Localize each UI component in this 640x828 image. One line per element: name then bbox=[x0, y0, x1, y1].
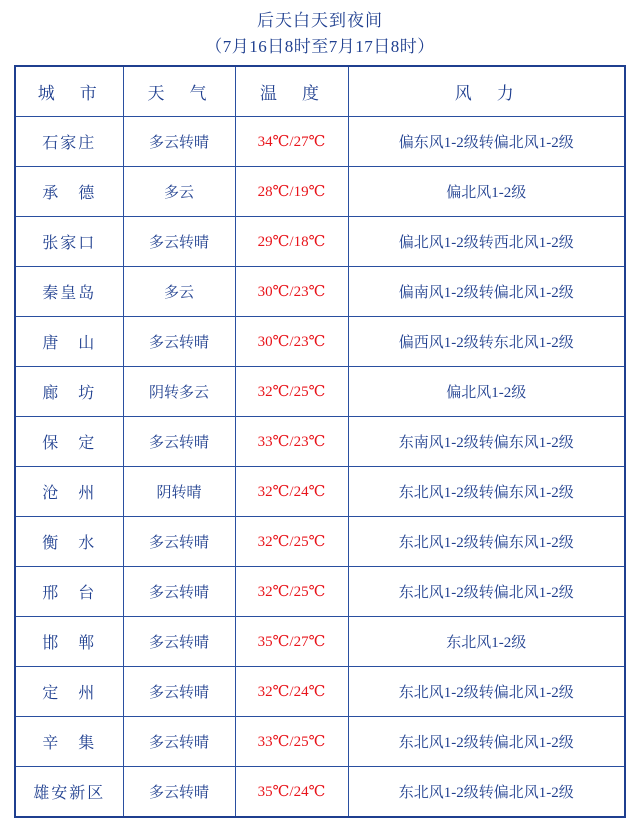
table-row bbox=[15, 667, 625, 717]
cell-city: 秦皇岛 bbox=[15, 267, 123, 317]
table-row bbox=[15, 467, 625, 517]
cell-city: 廊 坊 bbox=[15, 367, 123, 417]
cell-wind: 东北风1-2级转偏北风1-2级 bbox=[348, 767, 625, 818]
cell-weather: 多云转晴 bbox=[123, 717, 235, 767]
cell-temperature: 32℃/25℃ bbox=[235, 367, 348, 417]
table-row bbox=[15, 117, 625, 167]
cell-city: 张家口 bbox=[15, 217, 123, 267]
cell-temperature: 35℃/24℃ bbox=[235, 767, 348, 818]
cell-wind: 东北风1-2级 bbox=[348, 617, 625, 667]
table-body bbox=[15, 117, 625, 818]
cell-temperature: 32℃/25℃ bbox=[235, 517, 348, 567]
cell-weather: 多云转晴 bbox=[123, 117, 235, 167]
cell-temperature: 30℃/23℃ bbox=[235, 317, 348, 367]
cell-wind: 偏西风1-2级转东北风1-2级 bbox=[348, 317, 625, 367]
column-header-temperature: 温 度 bbox=[235, 66, 348, 117]
cell-weather: 多云转晴 bbox=[123, 517, 235, 567]
cell-city: 邢 台 bbox=[15, 567, 123, 617]
cell-temperature: 33℃/25℃ bbox=[235, 717, 348, 767]
table-row bbox=[15, 567, 625, 617]
page-subtitle: （7月16日8时至7月17日8时） bbox=[205, 36, 435, 56]
cell-city: 保 定 bbox=[15, 417, 123, 467]
table-row bbox=[15, 617, 625, 667]
cell-wind: 东北风1-2级转偏北风1-2级 bbox=[348, 667, 625, 717]
column-header-city: 城 市 bbox=[15, 66, 123, 117]
cell-temperature: 32℃/24℃ bbox=[235, 667, 348, 717]
cell-city: 辛 集 bbox=[15, 717, 123, 767]
forecast-table bbox=[14, 65, 626, 818]
cell-weather: 多云转晴 bbox=[123, 317, 235, 367]
cell-temperature: 34℃/27℃ bbox=[235, 117, 348, 167]
cell-wind: 偏南风1-2级转偏北风1-2级 bbox=[348, 267, 625, 317]
cell-temperature: 28℃/19℃ bbox=[235, 167, 348, 217]
cell-temperature: 32℃/24℃ bbox=[235, 467, 348, 517]
table-row bbox=[15, 267, 625, 317]
cell-weather: 多云 bbox=[123, 267, 235, 317]
page-title: 后天白天到夜间 bbox=[257, 11, 383, 30]
table-header-row bbox=[15, 66, 625, 117]
cell-city: 衡 水 bbox=[15, 517, 123, 567]
cell-wind: 偏北风1-2级转西北风1-2级 bbox=[348, 217, 625, 267]
table-row bbox=[15, 217, 625, 267]
cell-weather: 阴转晴 bbox=[123, 467, 235, 517]
cell-weather: 多云 bbox=[123, 167, 235, 217]
cell-city: 雄安新区 bbox=[15, 767, 123, 818]
column-header-wind: 风 力 bbox=[348, 66, 625, 117]
cell-weather: 多云转晴 bbox=[123, 617, 235, 667]
cell-weather: 多云转晴 bbox=[123, 767, 235, 818]
cell-weather: 多云转晴 bbox=[123, 417, 235, 467]
cell-city: 定 州 bbox=[15, 667, 123, 717]
cell-wind: 东北风1-2级转偏东风1-2级 bbox=[348, 467, 625, 517]
cell-temperature: 32℃/25℃ bbox=[235, 567, 348, 617]
cell-city: 沧 州 bbox=[15, 467, 123, 517]
cell-city: 邯 郸 bbox=[15, 617, 123, 667]
cell-weather: 多云转晴 bbox=[123, 567, 235, 617]
table-row bbox=[15, 717, 625, 767]
cell-temperature: 33℃/23℃ bbox=[235, 417, 348, 467]
cell-weather: 多云转晴 bbox=[123, 667, 235, 717]
table-header bbox=[15, 66, 625, 117]
cell-temperature: 30℃/23℃ bbox=[235, 267, 348, 317]
cell-weather: 多云转晴 bbox=[123, 217, 235, 267]
table-row bbox=[15, 317, 625, 367]
cell-wind: 东北风1-2级转偏北风1-2级 bbox=[348, 717, 625, 767]
cell-wind: 东南风1-2级转偏东风1-2级 bbox=[348, 417, 625, 467]
cell-city: 石家庄 bbox=[15, 117, 123, 167]
cell-temperature: 29℃/18℃ bbox=[235, 217, 348, 267]
column-header-weather: 天 气 bbox=[123, 66, 235, 117]
cell-city: 唐 山 bbox=[15, 317, 123, 367]
table-row bbox=[15, 767, 625, 818]
cell-temperature: 35℃/27℃ bbox=[235, 617, 348, 667]
table-row bbox=[15, 417, 625, 467]
cell-wind: 偏东风1-2级转偏北风1-2级 bbox=[348, 117, 625, 167]
cell-wind: 偏北风1-2级 bbox=[348, 367, 625, 417]
cell-city: 承 德 bbox=[15, 167, 123, 217]
cell-wind: 偏北风1-2级 bbox=[348, 167, 625, 217]
cell-wind: 东北风1-2级转偏北风1-2级 bbox=[348, 567, 625, 617]
table-row bbox=[15, 167, 625, 217]
title-block bbox=[14, 8, 626, 59]
cell-wind: 东北风1-2级转偏东风1-2级 bbox=[348, 517, 625, 567]
table-row bbox=[15, 367, 625, 417]
table-row bbox=[15, 517, 625, 567]
cell-weather: 阴转多云 bbox=[123, 367, 235, 417]
